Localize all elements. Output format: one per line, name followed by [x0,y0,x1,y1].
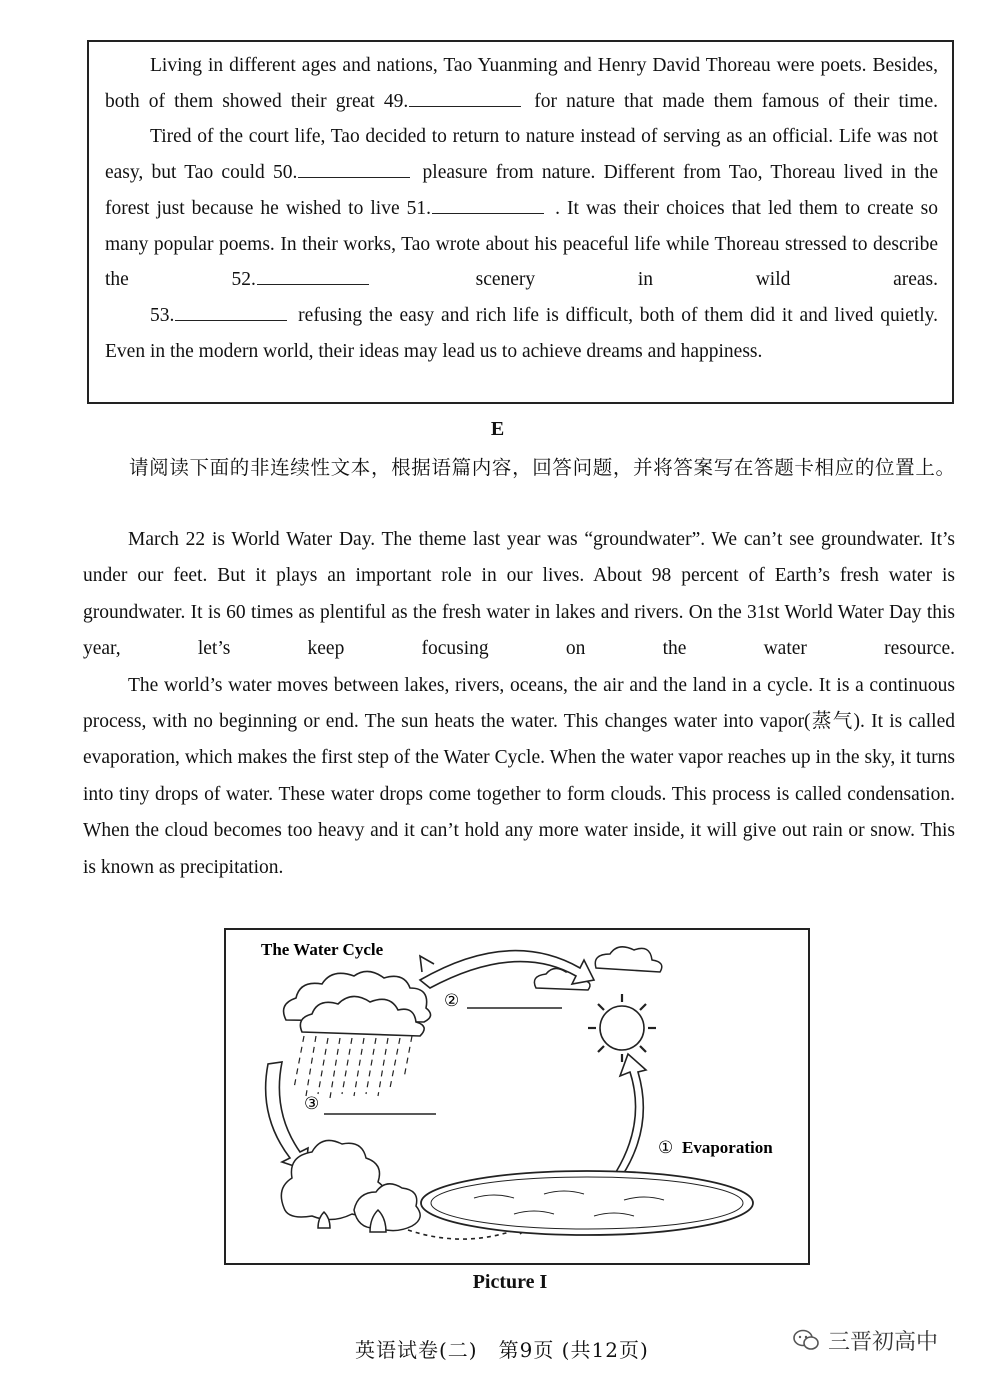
figure-title: The Water Cycle [261,940,384,959]
cloze-paragraph-2: Tired of the court life, Tao decided to return to nature instead of serving as an official. Life was not easy, but Tao could 50. pleasure from nature. Different from Tao, Thoreau lived in the forest just because he wished to live 51. . It was their choices that led them to create so many popular poems. In their works, Tao wrote about his peaceful life while Thoreau stressed to describe the 52. scenery in wild areas. [105,126,938,291]
blank-53[interactable] [175,305,287,321]
label-1-marker: ① [658,1138,674,1158]
blank-51[interactable] [432,198,544,214]
watermark [792,1322,977,1358]
evaporation-label: Evaporation [682,1138,773,1157]
watermark-text: 三晋初高中 [828,1329,939,1355]
lake-icon [421,1171,753,1235]
reading-passage [83,522,955,886]
page-footer: 英语试卷(二) 第9页 (共12页) [355,1338,649,1362]
section-letter: E [490,418,505,440]
cloze-paragraph-3: 53. refusing the easy and rich life is difficult, both of them did it and lived quietly. Even in the modern world, their ideas may lead us to achieve dreams and happiness. [105,304,938,362]
blank-50[interactable] [298,162,410,178]
label-2-marker: ② [444,991,460,1011]
figure-caption: Picture I [472,1271,548,1293]
passage-paragraph-1: March 22 is World Water Day. The theme last year was “groundwater”. We can’t see groundwater. It’s under our feet. But it plays an important role in our lives. About 98 percent of Earth’s fresh water is groundwater. It is 60 times as plentiful as the fresh water in lakes and rivers. On the 31st World Water Day this year, let’s keep focusing on the water resource. [83,529,955,660]
label-3-marker: ③ [304,1094,320,1114]
cloze-passage-box [87,40,954,404]
cloze-paragraph-1: Living in different ages and nations, Tao Yuanming and Henry David Thoreau were poets. Besides, both of them showed their great 49. for nature that made them famous of their time. [105,55,938,112]
water-cycle-figure [224,928,810,1265]
chat-bubble-icon [792,1328,820,1352]
blank-52[interactable] [257,269,369,285]
passage-paragraph-2: The world’s water moves between lakes, rivers, oceans, the air and the land in a cycle. It is a continuous process, with no beginning or end. The sun heats the water. This changes water into vapor(蒸气). It is called evaporation, which makes the first step of the Water Cycle. When the water vapor reaches up in the sky, it turns into tiny drops of water. These water drops come together to form clouds. This process is called condensation. When the cloud becomes too heavy and it can’t hold any more water inside, it will give out rain or snow. This is known as precipitation. [83,674,955,878]
section-instruction: 请阅读下面的非连续性文本，根据语篇内容，回答问题，并将答案写在答题卡相应的位置上。 [129,456,955,479]
blank-49[interactable] [409,91,521,107]
